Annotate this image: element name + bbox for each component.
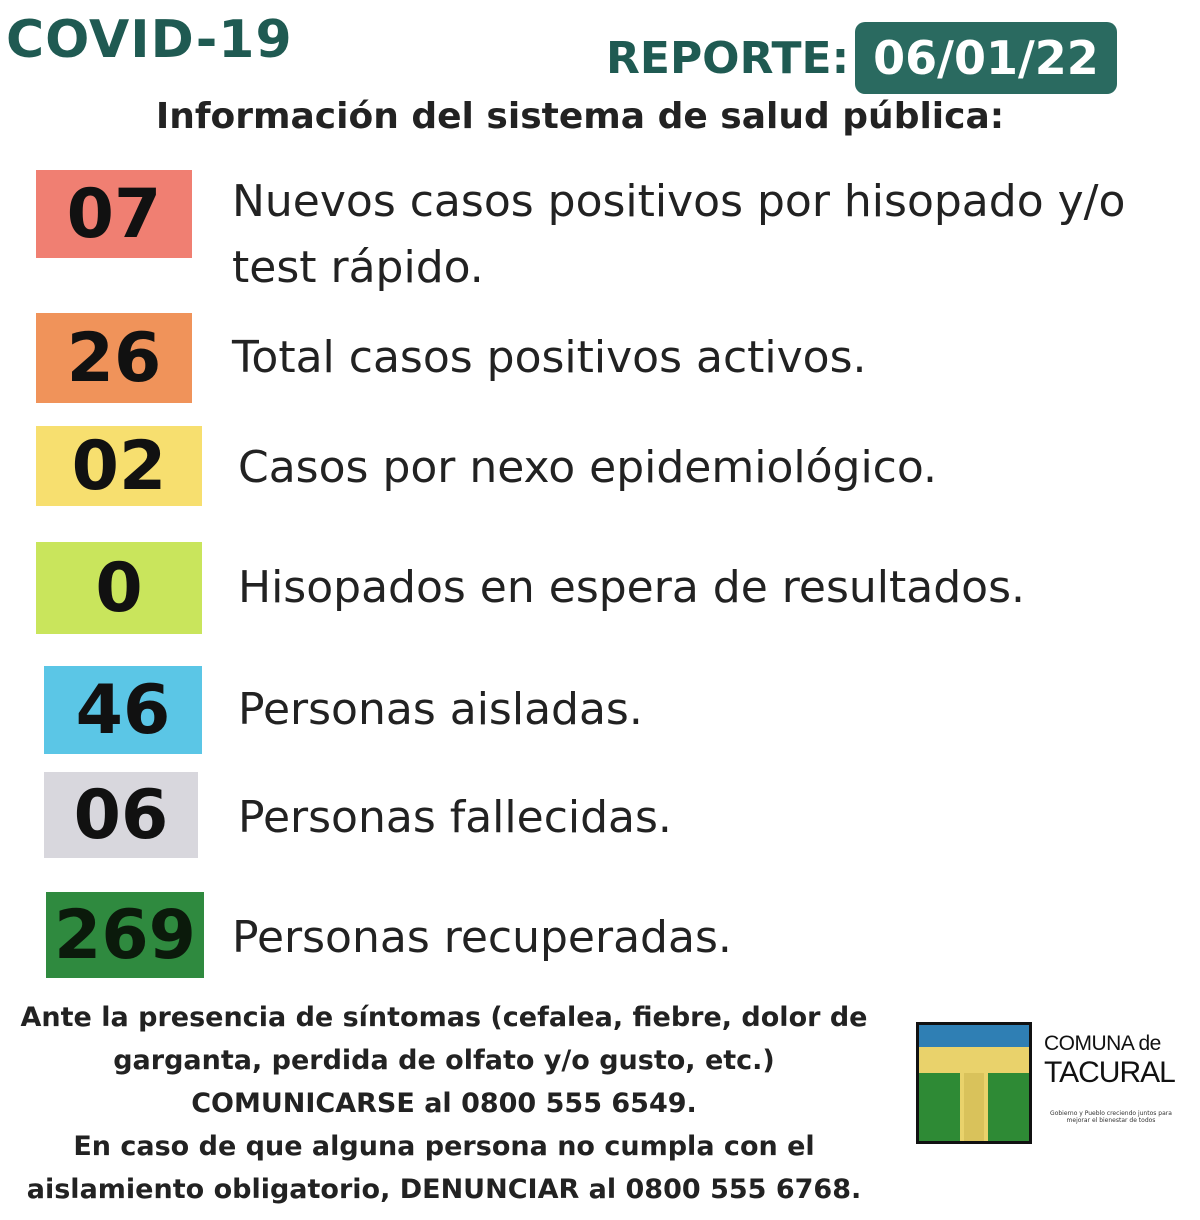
page-title: COVID-19	[6, 10, 293, 70]
footer-line: garganta, perdida de olfato y/o gusto, etc.)	[113, 1045, 775, 1076]
stat-new-cases-label-line1: Nuevos casos positivos por hisopado y/o	[232, 176, 1126, 227]
stat-new-cases-value: 07	[36, 170, 192, 258]
logo-tagline: Gobierno y Pueblo creciendo juntos para mejorar el bienestar de todos	[1050, 1110, 1172, 1124]
logo-name-line2: TACURAL	[1044, 1056, 1175, 1089]
comuna-t-logo-icon	[916, 1022, 1032, 1144]
stat-isolated-value: 46	[44, 666, 202, 754]
report-header	[606, 18, 1117, 98]
stat-active-cases-label: Total casos positivos activos.	[232, 332, 867, 383]
stat-recovered-label: Personas recuperadas.	[232, 912, 732, 963]
stat-deceased-value: 06	[44, 772, 198, 858]
logo-name-line1: COMUNA de	[1044, 1032, 1161, 1055]
stat-epi-link-value: 02	[36, 426, 202, 506]
footer-line: COMUNICARSE al 0800 555 6549.	[191, 1088, 697, 1119]
footer-line: Ante la presencia de síntomas (cefalea, fiebre, dolor de	[20, 1002, 868, 1033]
report-label: REPORTE:	[606, 32, 850, 84]
footer-line: En caso de que alguna persona no cumpla con el	[73, 1131, 815, 1162]
stat-pending-swabs-value: 0	[36, 542, 202, 634]
stat-epi-link-label: Casos por nexo epidemiológico.	[238, 442, 937, 493]
stat-pending-swabs-label: Hisopados en espera de resultados.	[238, 562, 1025, 613]
footer-line: aislamiento obligatorio, DENUNCIAR al 0800 555 6768.	[26, 1174, 862, 1205]
stat-new-cases-label-line2: test rápido.	[232, 242, 484, 293]
stat-active-cases-value: 26	[36, 313, 192, 403]
footer-notice	[10, 996, 878, 1211]
comuna-logo	[916, 1022, 1186, 1144]
stat-recovered-value: 269	[46, 892, 204, 978]
stat-deceased-label: Personas fallecidas.	[238, 792, 672, 843]
report-date-badge: 06/01/22	[855, 22, 1117, 94]
stat-isolated-label: Personas aisladas.	[238, 684, 643, 735]
page-subtitle: Información del sistema de salud pública:	[155, 96, 1005, 137]
